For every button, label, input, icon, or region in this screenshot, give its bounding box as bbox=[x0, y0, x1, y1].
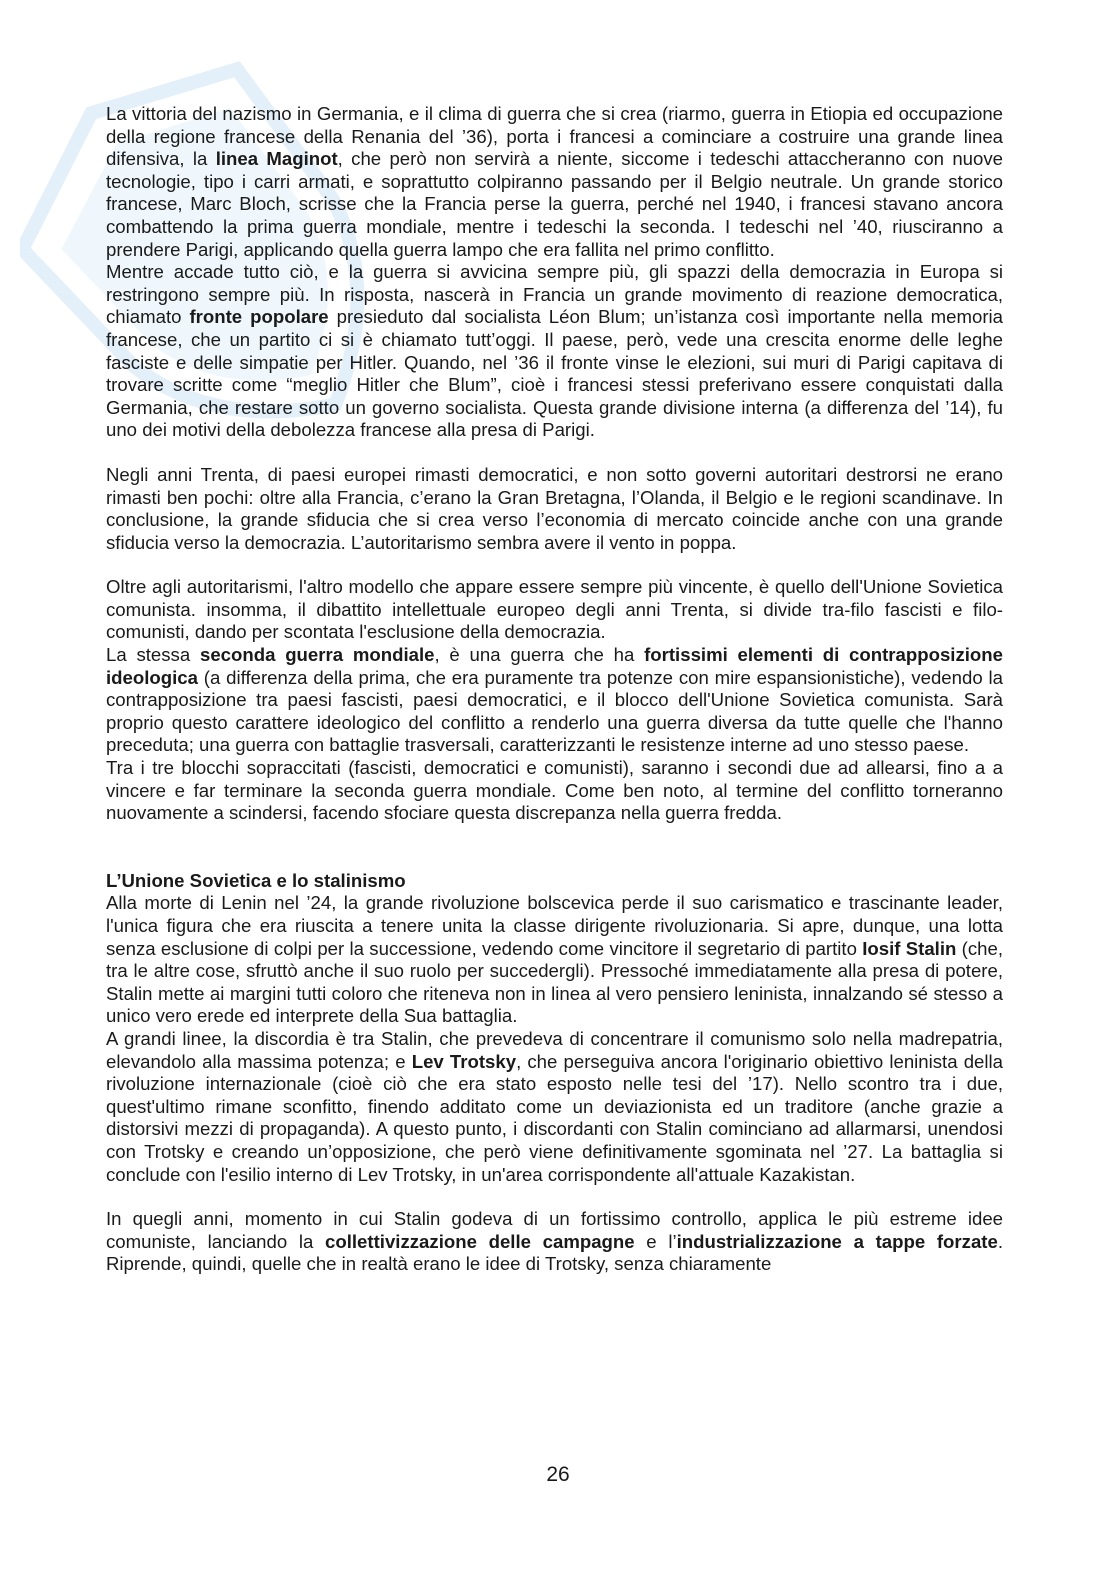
bold-text: collettivizzazione delle campagne bbox=[325, 1230, 635, 1252]
text-run: presieduto dal socialista Léon Blum; un’istanza così importante nella memoria francese, che un partito ci si è chiamato tutt’oggi. Il paese, però, vede una crescita enorme delle leghe fasciste e delle simpatie per Hitler. Quando, nel ’36 il fronte vinse le elezioni, sui muri di Parigi capitava di trovare scritte come “meglio Hitler che Blum”, cioè i francesi stessi preferivano essere conquistati dalla Germania, che restare sotto un governo socialista. Questa grande divisione interna (a differenza del ’14), fu uno dei motivi della debolezza francese alla presa di Parigi. bbox=[106, 306, 1003, 441]
text-run: Tra i tre blocchi sopraccitati (fascisti, democratici e comunisti), saranno i secondi due ad allearsi, fino a a vincere e far terminare la seconda guerra mondiale. Come ben noto, al termine del conflitto torneranno nuovamente a scindersi, facendo sfociare questa discrepanza nella guerra fredda. bbox=[106, 757, 1003, 824]
text-run: . Riprende, quindi, quelle che in realtà erano le idee di Trotsky, senza chiaramente bbox=[106, 1230, 1003, 1275]
bold-text: fronte popolare bbox=[189, 306, 329, 328]
paragraph bbox=[106, 103, 1003, 261]
paragraph bbox=[106, 892, 1003, 1028]
paragraph bbox=[106, 464, 1003, 554]
text-run: La stessa bbox=[106, 644, 200, 666]
text-run: , che però non servirà a niente, siccome i tedeschi attaccheranno con nuove tecnologie, tipo i carri armati, e soprattutto colpiranno passando per il Belgio neutrale. Un grande storico francese, Marc Bloch, scrisse che la Francia perse la guerra, perché nel 1940, i francesi stavano ancora combattendo la prima guerra mondiale, mentre i tedeschi la seconda. I tedeschi nel ’40, riusciranno a prendere Parigi, applicando quella guerra lampo che era fallita nel primo conflitto. bbox=[106, 148, 1003, 260]
paragraph bbox=[106, 1208, 1003, 1276]
paragraph bbox=[106, 576, 1003, 644]
text-run: , che perseguiva ancora l'originario obiettivo leninista della rivoluzione internazionale (cioè ciò che era stato esposto nelle tesi del ’17). Nello scontro tra i due, quest'ultimo rimane sconfitto, finendo additato come un deviazionista ed un traditore (anche grazie a distorsivi mezzi di propaganda). A questo punto, i discordanti con Stalin cominciano ad allarmarsi, unendosi con Trotsky e creando un’opposizione, che però viene definitivamente sgominata nel ’27. La battaglia si conclude con l'esilio interno di Lev Trotsky, in un'area corrispondente all'attuale Kazakistan. bbox=[106, 1050, 1004, 1185]
text-run: (a differenza della prima, che era puramente tra potenze con mire espansionistiche), vedendo la contrapposizione tra paesi fascisti, paesi democratici, e il blocco dell'Unione Sovietica comunista. Sarà proprio questo carattere ideologico del conflitto a renderlo una guerra diversa da tutte quelle che l'hanno preceduta; una guerra con battaglie trasversali, caratterizzanti le resistenze interne ad uno stesso paese. bbox=[106, 666, 1003, 756]
bold-text: seconda guerra mondiale bbox=[199, 644, 435, 666]
text-run: In quegli anni, momento in cui Stalin godeva di un fortissimo controllo, applica le più estreme idee comuniste, lanciando la bbox=[106, 1208, 1003, 1252]
bold-text: Lev Trotsky bbox=[411, 1050, 517, 1072]
text-run: Oltre agli autoritarismi, l'altro modello che appare essere sempre più vincente, è quello dell'Unione Sovietica comunista. insomma, il dibattito intellettuale europeo degli anni Trenta, si divide tra-filo fascisti e filo-comunisti, dando per scontata l'esclusione della democrazia. bbox=[106, 576, 1003, 643]
text-run: A grandi linee, la discordia è tra Stalin, che prevedeva di concentrare il comunismo solo nella madrepatria, elevandolo alla massima potenza; e bbox=[106, 1027, 1003, 1072]
text-run: (che, tra le altre cose, sfruttò anche il suo ruolo per succedergli). Pressoché immediatamente alla presa di potere, Stalin mette ai margini tutti coloro che riteneva non in linea al vero pensiero leninista, innalzando sé stesso a unico vero erede ed interprete della Sua battaglia. bbox=[106, 937, 1003, 1027]
document-body bbox=[106, 103, 1003, 1276]
bold-text: linea Maginot bbox=[215, 148, 338, 170]
bold-text: fortissimi elementi di contrapposizione ideologica bbox=[106, 644, 1003, 688]
text-run: La vittoria del nazismo in Germania, e il clima di guerra che si crea (riarmo, guerra in Etiopia ed occupazione della regione francese della Renania del ’36), porta i francesi a cominciare a costruire una grande linea difensiva, la bbox=[106, 103, 1003, 170]
bold-text: Iosif Stalin bbox=[862, 937, 957, 959]
page-number: 26 bbox=[546, 1463, 570, 1486]
text-run: , è una guerra che ha bbox=[434, 644, 645, 666]
text-run: Mentre accade tutto ciò, e la guerra si avvicina sempre più, gli spazzi della democrazia in Europa si restringono sempre più. In risposta, nascerà in Francia un grande movimento di reazione democratica, chiamato bbox=[106, 261, 1003, 328]
text-run: Negli anni Trenta, di paesi europei rimasti democratici, e non sotto governi autoritari destrorsi ne erano rimasti ben pochi: oltre alla Francia, c’erano la Gran Bretagna, l’Olanda, il Belgio e le regioni scandinave. In conclusione, la grande sfiducia che si crea verso l’economia di mercato coincide anche con una grande sfiducia verso la democrazia. L’autoritarismo sembra avere il vento in poppa. bbox=[106, 463, 1003, 553]
text-run: Alla morte di Lenin nel ’24, la grande rivoluzione bolscevica perde il suo carismatico e trascinante leader, l'unica figura che era riuscita a tenere unita la classe dirigente rivoluzionaria. Si apre, dunque, una lotta senza esclusione di colpi per la successione, vedendo come vincitore il segretario di partito bbox=[106, 892, 1003, 959]
paragraph bbox=[106, 644, 1003, 757]
section-heading: L’Unione Sovietica e lo stalinismo bbox=[106, 869, 406, 891]
text-run: e l’ bbox=[634, 1230, 677, 1252]
paragraph bbox=[106, 1028, 1003, 1186]
paragraph bbox=[106, 757, 1003, 825]
bold-text: industrializzazione a tappe forzate bbox=[676, 1230, 998, 1252]
paragraph bbox=[106, 261, 1003, 442]
